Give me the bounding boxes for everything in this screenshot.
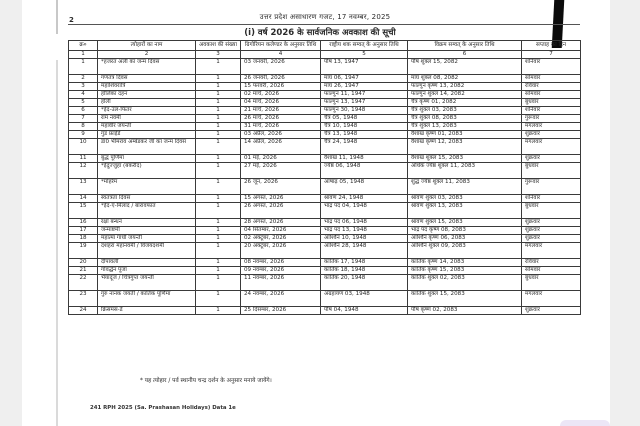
shaka-date-cell: चैत्र 05, 1948 [321,115,408,123]
days-count-cell: 1 [196,83,241,91]
table-row [69,275,581,291]
holiday-table [68,40,581,315]
shaka-date-cell: फाल्गुन 13, 1947 [321,99,408,107]
weekday-cell: बुधवार [522,275,581,291]
gregorian-date-cell: 15 अगस्त, 2026 [241,195,321,203]
serial-cell: 23 [69,291,98,307]
serial-cell: 11 [69,155,98,163]
shaka-date-cell: अग्रहायण 03, 1948 [321,291,408,307]
col-header-festival: त्योहारों का नाम [98,41,196,51]
days-count-cell: 1 [196,307,241,315]
table-row [69,219,581,227]
weekday-cell: बुधवार [522,99,581,107]
gregorian-date-cell: 08 नवम्बर, 2026 [241,259,321,267]
table-row [69,291,581,307]
festival-name-cell: गुड फ्राईडे [98,131,196,139]
vikram-date-cell: वैशाख कृष्ण 12, 2083 [408,139,522,155]
weekday-cell: बुधवार [522,203,581,219]
festival-name-cell: *हजरत अली का जन्म दिवस [98,59,196,75]
shaka-date-cell: आश्विन 28, 1948 [321,243,408,259]
days-count-cell: 1 [196,139,241,155]
col-number: 4 [241,51,321,59]
table-row [69,99,581,107]
vikram-date-cell: भाद्र पद कृष्ण 08, 2083 [408,227,522,235]
vikram-date-cell: पौष शुक्ल 15, 2082 [408,59,522,75]
shaka-date-cell: फाल्गुन 30, 1948 [321,107,408,115]
weekday-cell: सोमवार [522,267,581,275]
column-number-row [69,51,581,59]
gregorian-date-cell: 01 मई, 2026 [241,155,321,163]
serial-cell: 10 [69,139,98,155]
serial-cell: 3 [69,83,98,91]
days-count-cell: 1 [196,99,241,107]
days-count-cell: 1 [196,203,241,219]
days-count-cell: 1 [196,275,241,291]
vikram-date-cell: चैत्र शुक्ल 13, 2083 [408,123,522,131]
gregorian-date-cell: 28 अगस्त, 2026 [241,219,321,227]
col-number: 3 [196,51,241,59]
vikram-date-cell: माघ शुक्ल 08, 2082 [408,75,522,83]
shaka-date-cell: पौष 04, 1948 [321,307,408,315]
table-row [69,259,581,267]
col-number: 1 [69,51,98,59]
festival-name-cell: गणतंत्र दिवस [98,75,196,83]
weekday-cell: मंगलवार [522,123,581,131]
shaka-date-cell: कार्तिक 20, 1948 [321,275,408,291]
days-count-cell: 1 [196,243,241,259]
festival-name-cell: *ईद-उल-फितर [98,107,196,115]
shaka-date-cell: कार्तिक 18, 1948 [321,267,408,275]
gregorian-date-cell: 26 जनवरी, 2026 [241,75,321,83]
serial-cell: 20 [69,259,98,267]
weekday-cell: शनिवार [522,107,581,115]
gregorian-date-cell: 26 मार्च, 2026 [241,115,321,123]
gazette-header: उत्तर प्रदेश असाधारण गजट, 17 नवम्बर, 2025 [259,13,391,21]
festival-name-cell: *ईद-ए-मिलाद / बारावफात [98,203,196,219]
vikram-date-cell: कार्तिक शुक्ल 02, 2083 [408,275,522,291]
festival-name-cell: डा0 भीमराव अम्बेडकर जी का जन्म दिवस [98,139,196,155]
vikram-date-cell: चैत्र शुक्ल 03, 2083 [408,107,522,115]
table-row [69,59,581,75]
festival-name-cell: जन्माष्टमी [98,227,196,235]
shaka-date-cell: माघ 26, 1947 [321,83,408,91]
weekday-cell: शुक्रवार [522,307,581,315]
days-count-cell: 1 [196,123,241,131]
gregorian-date-cell: 02 अक्टूबर, 2026 [241,235,321,243]
weekday-cell: रविवार [522,259,581,267]
weekday-cell: रविवार [522,83,581,91]
vikram-date-cell: कार्तिक कृष्ण 15, 2083 [408,267,522,275]
gregorian-date-cell: 04 सितम्बर, 2026 [241,227,321,235]
shaka-date-cell: फाल्गुन 11, 1947 [321,91,408,99]
scan-edge-mark [56,0,58,34]
festival-name-cell: दशहरा महानवमी / विजयदशमी [98,243,196,259]
serial-cell: 13 [69,179,98,195]
vikram-date-cell: चैत्र शुक्ल 08, 2083 [408,115,522,123]
gregorian-date-cell: 14 अप्रैल, 2026 [241,139,321,155]
serial-cell: 22 [69,275,98,291]
vikram-date-cell: आश्विन शुक्ल 09, 2083 [408,243,522,259]
gregorian-date-cell: 27 मई, 2026 [241,163,321,179]
col-header-serial: क्र० [69,41,98,51]
shaka-date-cell: भाद्र पद 06, 1948 [321,219,408,227]
festival-name-cell: स्वतंत्रता दिवस [98,195,196,203]
serial-cell: 5 [69,99,98,107]
vikram-date-cell: वैशाख कृष्ण 01, 2083 [408,131,522,139]
days-count-cell: 1 [196,259,241,267]
weekday-cell: शनिवार [522,59,581,75]
vikram-date-cell: फाल्गुन कृष्ण 13, 2082 [408,83,522,91]
festival-name-cell: गुरु नानक जयंती / कार्तिक पूर्णिमा [98,291,196,307]
festival-name-cell: क्रिसमस-डे [98,307,196,315]
serial-cell: 17 [69,227,98,235]
gregorian-date-cell: 20 अक्टूबर, 2026 [241,243,321,259]
gregorian-date-cell: 02 मार्च, 2026 [241,91,321,99]
days-count-cell: 1 [196,131,241,139]
table-row [69,155,581,163]
days-count-cell: 1 [196,59,241,75]
table-row [69,227,581,235]
serial-cell: 18 [69,235,98,243]
col-header-vikram: विक्रम सम्वत् के अनुसार तिथि [408,41,522,51]
header-rule [68,24,580,25]
days-count-cell: 1 [196,291,241,307]
days-count-cell: 1 [196,163,241,179]
footer-file-code: 241 RPH 2025 (Sa. Prashasan Holidays) Data 1e [90,405,236,411]
col-number: 7 [522,51,581,59]
festival-name-cell: राम नवमी [98,115,196,123]
weekday-cell: गुरूवार [522,179,581,195]
page-number: 2 [69,16,74,24]
col-number: 6 [408,51,522,59]
table-row [69,307,581,315]
gregorian-date-cell: 03 अप्रैल, 2026 [241,131,321,139]
gregorian-date-cell: 26 अगस्त, 2026 [241,203,321,219]
vikram-date-cell: चैत्र कृष्ण 01, 2082 [408,99,522,107]
vikram-date-cell: फाल्गुन शुक्ल 14, 2082 [408,91,522,99]
days-count-cell: 1 [196,195,241,203]
festival-name-cell: महात्मा गांधी जयन्ती [98,235,196,243]
gregorian-date-cell: 15 फरवरी, 2026 [241,83,321,91]
weekday-cell: शुक्रवार [522,235,581,243]
festival-name-cell: बुद्ध पूर्णिमा [98,155,196,163]
weekday-cell: शनिवार [522,195,581,203]
serial-cell: 19 [69,243,98,259]
shaka-date-cell: माघ 06, 1947 [321,75,408,83]
scan-artifact [560,420,610,426]
shaka-date-cell: चैत्र 10, 1948 [321,123,408,131]
vikram-date-cell: कार्तिक कृष्ण 14, 2083 [408,259,522,267]
festival-name-cell: *ईदुज्जुहा (बकरीद) [98,163,196,179]
serial-cell: 21 [69,267,98,275]
table-row [69,195,581,203]
col-number: 5 [321,51,408,59]
days-count-cell: 1 [196,227,241,235]
weekday-cell: मंगलवार [522,139,581,155]
gregorian-date-cell: 24 नवम्बर, 2026 [241,291,321,307]
weekday-cell: शुक्रवार [522,131,581,139]
gregorian-date-cell: 03 जनवरी, 2026 [241,59,321,75]
serial-cell: 9 [69,131,98,139]
gregorian-date-cell: 31 मार्च, 2026 [241,123,321,131]
festival-name-cell: दीपावली [98,259,196,267]
shaka-date-cell: पौष 13, 1947 [321,59,408,75]
col-header-weekday: सप्ताह का दिन [522,41,581,51]
days-count-cell: 1 [196,115,241,123]
gregorian-date-cell: 21 मार्च, 2026 [241,107,321,115]
days-count-cell: 1 [196,267,241,275]
col-header-gregorian: ग्रिगोरियन कलेण्डर के अनुसार तिथि [241,41,321,51]
weekday-cell: शुक्रवार [522,219,581,227]
shaka-date-cell: आश्विन 10, 1948 [321,235,408,243]
shaka-date-cell: चैत्र 13, 1948 [321,131,408,139]
vikram-date-cell: वैशाख शुक्ल 15, 2083 [408,155,522,163]
document-title: (i) वर्ष 2026 के सार्वजनिक अवकाश की सूची [244,28,396,38]
shaka-date-cell: श्रावण 24, 1948 [321,195,408,203]
table-row [69,139,581,155]
table-row [69,131,581,139]
gregorian-date-cell: 25 दिसम्बर, 2026 [241,307,321,315]
table-row [69,203,581,219]
days-count-cell: 1 [196,91,241,99]
shaka-date-cell: चैत्र 24, 1948 [321,139,408,155]
table-row [69,91,581,99]
scan-edge-mark [56,60,58,426]
gregorian-date-cell: 04 मार्च, 2026 [241,99,321,107]
vikram-date-cell: कार्तिक शुक्ल 15, 2083 [408,291,522,307]
vikram-date-cell: श्रावण शुक्ल 15, 2083 [408,219,522,227]
table-row [69,243,581,259]
days-count-cell: 1 [196,219,241,227]
shaka-date-cell: ज्येष्ठ 06, 1948 [321,163,408,179]
serial-cell: 14 [69,195,98,203]
table-row [69,235,581,243]
weekday-cell: मंगलवार [522,291,581,307]
festival-name-cell: रक्षा बन्धन [98,219,196,227]
weekday-cell: बुधवार [522,163,581,179]
serial-cell: 6 [69,107,98,115]
gregorian-date-cell: 26 जून, 2026 [241,179,321,195]
vikram-date-cell: आश्विन कृष्ण 06, 2083 [408,235,522,243]
table-row [69,163,581,179]
festival-name-cell: महावीर जयन्ती [98,123,196,131]
table-row [69,107,581,115]
weekday-cell: सोमवार [522,91,581,99]
festival-name-cell: *मोहर्रम [98,179,196,195]
days-count-cell: 1 [196,155,241,163]
weekday-cell: शुक्रवार [522,155,581,163]
vikram-date-cell: शुद्ध ज्येष्ठ शुक्ल 11, 2083 [408,179,522,195]
serial-cell: 24 [69,307,98,315]
gregorian-date-cell: 11 नवम्बर, 2026 [241,275,321,291]
table-row [69,179,581,195]
vikram-date-cell: श्रावण शुक्ल 13, 2083 [408,203,522,219]
serial-cell: 12 [69,163,98,179]
serial-cell: 2 [69,75,98,83]
gregorian-date-cell: 09 नवम्बर, 2026 [241,267,321,275]
table-header-row [69,41,581,51]
serial-cell: 1 [69,59,98,75]
vikram-date-cell: श्रावण शुक्ल 03, 2083 [408,195,522,203]
col-number: 2 [98,51,196,59]
table-row [69,267,581,275]
table-row [69,83,581,91]
serial-cell: 15 [69,203,98,219]
vikram-date-cell: पौष कृष्ण 02, 2083 [408,307,522,315]
festival-name-cell: गोवर्द्धन पूजा [98,267,196,275]
shaka-date-cell: कार्तिक 17, 1948 [321,259,408,267]
festival-name-cell: होलिका दहन [98,91,196,99]
col-header-shaka: राष्ट्रीय शक सम्वत् के अनुसार तिथि [321,41,408,51]
days-count-cell: 1 [196,107,241,115]
shaka-date-cell: वैशाख 11, 1948 [321,155,408,163]
vikram-date-cell: अधिक ज्येष्ठ शुक्ल 11, 2083 [408,163,522,179]
days-count-cell: 1 [196,235,241,243]
serial-cell: 8 [69,123,98,131]
serial-cell: 4 [69,91,98,99]
weekday-cell: सोमवार [522,75,581,83]
footnote: * यह त्योहार / पर्व स्थानीय चन्द्र दर्शन के अनुसार मनाये जायेंगे। [140,378,272,384]
weekday-cell: शुक्रवार [522,227,581,235]
shaka-date-cell: भाद्र पद 04, 1948 [321,203,408,219]
table-row [69,123,581,131]
festival-name-cell: महाशिवरात्रि [98,83,196,91]
col-header-days: अवकाश की संख्या [196,41,241,51]
table-row [69,115,581,123]
table-row [69,75,581,83]
shaka-date-cell: आषाढ़ 05, 1948 [321,179,408,195]
serial-cell: 16 [69,219,98,227]
days-count-cell: 1 [196,179,241,195]
weekday-cell: मंगलवार [522,243,581,259]
festival-name-cell: होली [98,99,196,107]
weekday-cell: गुरूवार [522,115,581,123]
days-count-cell: 1 [196,75,241,83]
shaka-date-cell: भाद्र पद 13, 1948 [321,227,408,235]
serial-cell: 7 [69,115,98,123]
festival-name-cell: भैयादूज / चित्रगुप्त जयन्ती [98,275,196,291]
